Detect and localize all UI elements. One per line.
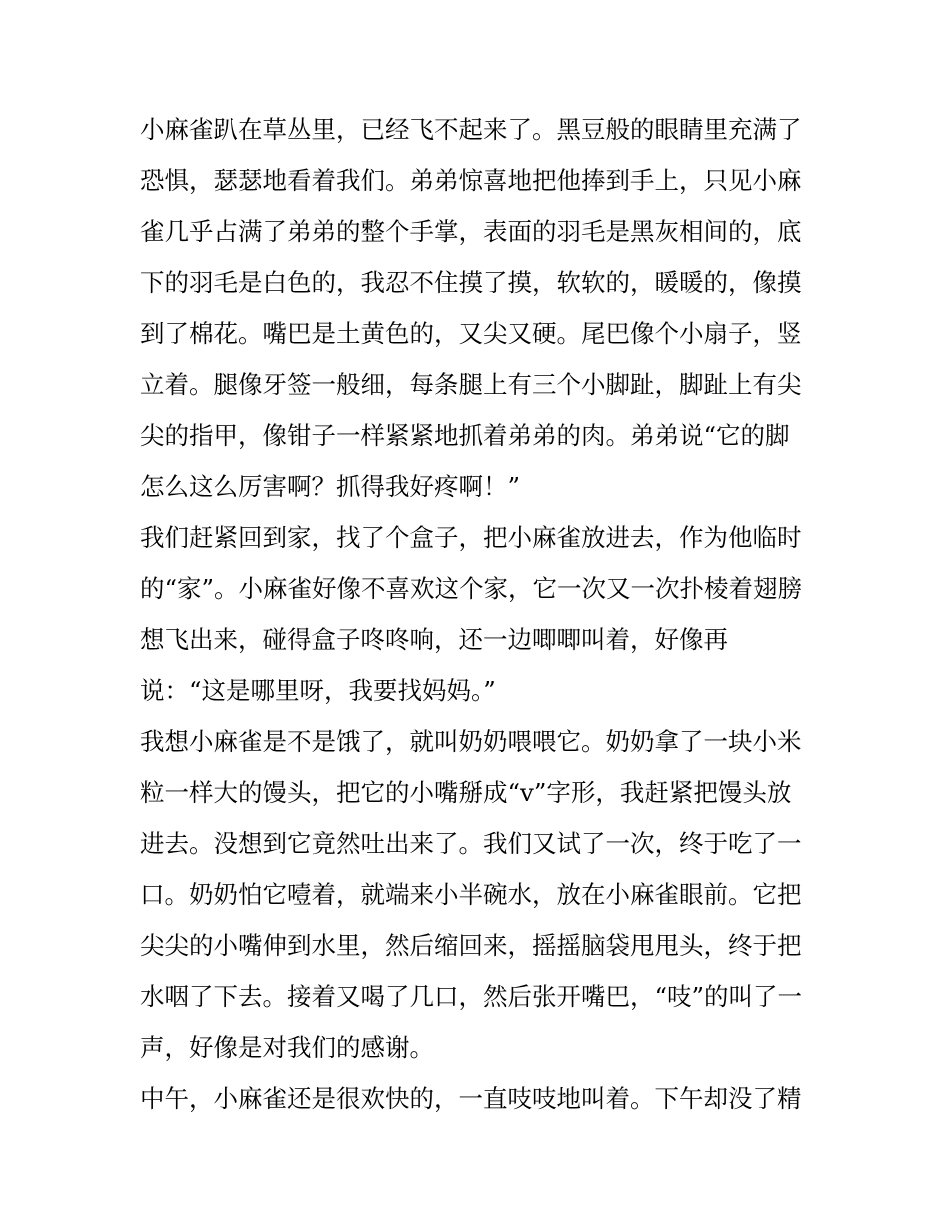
text-line: 进去。没想到它竟然吐出来了。我们又试了一次，终于吃了一 (140, 829, 802, 858)
text-line: 下的羽毛是白色的，我忍不住摸了摸，软软的，暖暖的，像摸 (140, 268, 802, 297)
text-line: 尖尖的小嘴伸到水里，然后缩回来，摇摇脑袋甩甩头，终于把 (140, 931, 802, 960)
text-line: 到了棉花。嘴巴是土黄色的，又尖又硬。尾巴像个小扇子，竖 (140, 319, 802, 348)
story-text (140, 104, 820, 1124)
text-line: 小麻雀趴在草丛里，已经飞不起来了。黑豆般的眼睛里充满了 (140, 115, 802, 144)
text-line: 说：“这是哪里呀，我要找妈妈。” (140, 676, 496, 705)
text-line: 想飞出来，碰得盒子咚咚响，还一边唧唧叫着，好像再 (140, 625, 728, 654)
text-line: 立着。腿像牙签一般细，每条腿上有三个小脚趾，脚趾上有尖 (140, 370, 802, 399)
text-line: 我们赶紧回到家，找了个盒子，把小麻雀放进去，作为他临时 (140, 523, 802, 552)
text-line: 口。奶奶怕它噎着，就端来小半碗水，放在小麻雀眼前。它把 (140, 880, 802, 909)
text-line: 声，好像是对我们的感谢。 (140, 1033, 434, 1062)
text-line: 水咽了下去。接着又喝了几口，然后张开嘴巴，“吱”的叫了一 (140, 982, 803, 1011)
text-line: 尖的指甲，像钳子一样紧紧地抓着弟弟的肉。弟弟说“它的脚 (140, 421, 790, 450)
text-line: 恐惧，瑟瑟地看着我们。弟弟惊喜地把他捧到手上，只见小麻 (140, 166, 802, 195)
text-line: 我想小麻雀是不是饿了，就叫奶奶喂喂它。奶奶拿了一块小米 (140, 727, 802, 756)
text-line: 粒一样大的馒头，把它的小嘴掰成“v”字形，我赶紧把馒头放 (140, 778, 792, 807)
text-line: 雀几乎占满了弟弟的整个手掌，表面的羽毛是黑灰相间的，底 (140, 217, 802, 246)
text-line: 怎么这么厉害啊？抓得我好疼啊！” (140, 472, 521, 501)
text-line: 的“家”。小麻雀好像不喜欢这个家，它一次又一次扑棱着翅膀 (140, 574, 803, 603)
text-line: 中午，小麻雀还是很欢快的，一直吱吱地叫着。下午却没了精 (140, 1084, 802, 1113)
